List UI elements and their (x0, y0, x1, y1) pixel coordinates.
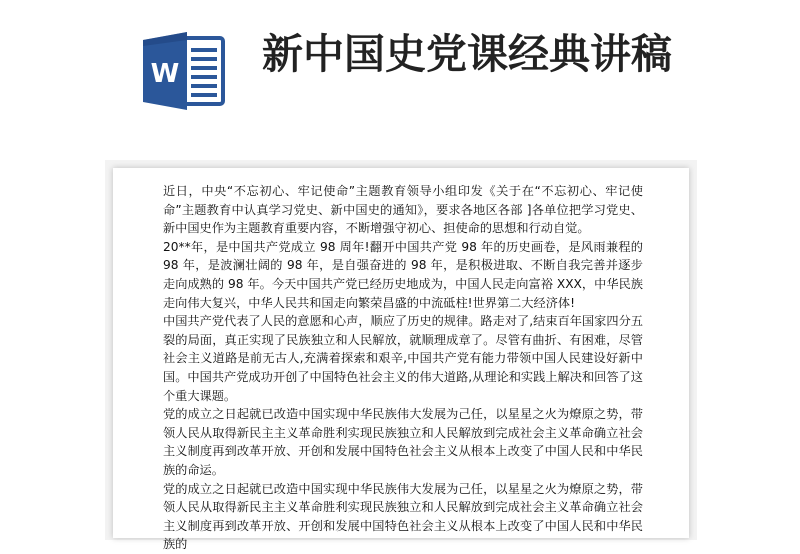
document-body (163, 182, 643, 554)
word-icon-letter: W (150, 59, 180, 89)
paragraph-1: 近日，中央“不忘初心、牢记使命”主题教育领导小组印发《关于在“不忘初心、牢记使命”主题教育中认真学习党史、新中国史的通知》，要求各地区各部 ]各单位把学习党史、新中国史作为主题教育重要内容，不断增强守初心、担使命的思想和行动自觉。 (163, 184, 643, 236)
document-title: 新中国史党课经典讲稿 (262, 30, 672, 78)
paragraph-4: 党的成立之日起就已改造中国实现中华民族伟大发展为己任，以星星之火为燎原之势，带领人民从取得新民主主义革命胜利实现民族独立和人民解放到完成社会主义革命确立社会主义制度再到改革开放、开创和发展中国特色社会主义从根本上改变了中国人民和中华民族的命运。 (163, 407, 643, 477)
paragraph-3: 中国共产党代表了人民的意愿和心声，顺应了历史的规律。路走对了,结束百年国家四分五裂的局面，真正实现了民族独立和人民解放，就顺理成章了。尽管有曲折、有困难，尽管社会主义道路是前无古人,充满着探索和艰辛,中国共产党有能力带领中国人民建设好新中国。中国共产党成功开创了中国特色社会主义的伟大道路,从理论和实践上解决和回答了这个重大课题。 (163, 314, 643, 403)
word-document-icon (141, 30, 229, 112)
paragraph-2: 20**年，是中国共产党成立 98 周年!翻开中国共产党 98 年的历史画卷，是风雨兼程的 98 年，是波澜壮阔的 98 年，是自强奋进的 98 年，是积极进取、不断自我完善并逐步走向成熟的 98 年。今天中国共产党已经历史地成为，中国人民走向富裕 XXX，中华民族走向伟大复兴，中华人民共和国走向繁荣昌盛的中流砥柱!世界第二大经济体! (163, 239, 643, 310)
document-page (113, 168, 689, 552)
header (0, 0, 800, 160)
paragraph-5: 党的成立之日起就已改造中国实现中华民族伟大发展为己任，以星星之火为燎原之势，带领人民从取得新民主主义革命胜利实现民族独立和人民解放到完成社会主义革命确立社会主义制度再到改革开放、开创和发展中国特色社会主义从根本上改变了中国人民和中华民族的 (163, 481, 643, 552)
